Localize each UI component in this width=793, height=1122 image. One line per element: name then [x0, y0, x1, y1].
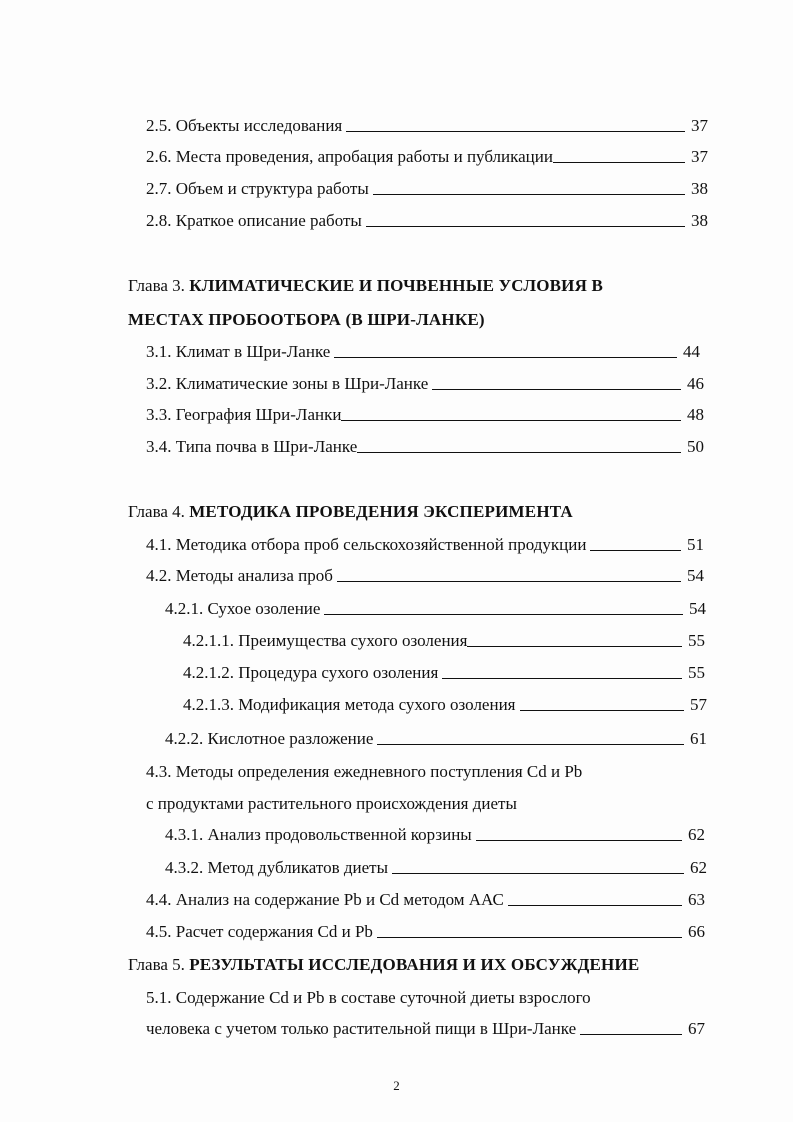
- leader-line: [334, 357, 677, 358]
- toc-page: 51: [687, 535, 704, 554]
- leader-line: [324, 614, 683, 615]
- toc-entry-5-1[interactable]: [146, 988, 591, 1008]
- chapter-prefix: Глава 3.: [128, 276, 185, 295]
- toc-entry-4-3-1[interactable]: [165, 825, 705, 845]
- toc-title: человека с учетом только растительной пищи в Шри-Ланке: [146, 1019, 577, 1038]
- toc-page: 37: [691, 147, 708, 166]
- toc-page: 48: [687, 405, 704, 424]
- leader-line: [590, 550, 681, 551]
- chapter-4-heading[interactable]: [128, 502, 573, 522]
- toc-entry-3-1[interactable]: [146, 342, 700, 362]
- toc-page: 55: [688, 663, 705, 682]
- toc-page: 54: [687, 566, 704, 585]
- toc-entry-4-3-2[interactable]: [165, 858, 707, 878]
- toc-entry-3-3[interactable]: [146, 405, 704, 425]
- toc-entry-2-8[interactable]: [146, 211, 708, 231]
- toc-page: 66: [688, 922, 705, 941]
- toc-title: 4.5. Расчет содержания Cd и Pb: [146, 922, 373, 941]
- toc-title: 4.2.2. Кислотное разложение: [165, 729, 374, 748]
- leader-line: [476, 840, 682, 841]
- leader-line: [508, 905, 682, 906]
- toc-entry-3-4[interactable]: [146, 437, 704, 457]
- toc-entry-4-2-1[interactable]: [165, 599, 706, 619]
- leader-line: [346, 131, 685, 132]
- toc-entry-2-5[interactable]: [146, 116, 708, 136]
- toc-entry-4-3-cont[interactable]: [146, 794, 517, 814]
- toc-title: 2.5. Объекты исследования: [146, 116, 343, 135]
- leader-line: [337, 581, 681, 582]
- toc-page: 44: [683, 342, 700, 361]
- chapter-title: КЛИМАТИЧЕСКИЕ И ПОЧВЕННЫЕ УСЛОВИЯ В: [189, 276, 604, 295]
- toc-page: 38: [691, 179, 708, 198]
- toc-title: 4.2. Методы анализа проб: [146, 566, 333, 585]
- leader-line: [377, 744, 684, 745]
- leader-line: [392, 873, 684, 874]
- chapter-title: МЕТОДИКА ПРОВЕДЕНИЯ ЭКСПЕРИМЕНТА: [189, 502, 573, 521]
- chapter-prefix: Глава 5.: [128, 955, 185, 974]
- toc-page: 54: [689, 599, 706, 618]
- leader-line: [580, 1034, 682, 1035]
- leader-line: [357, 452, 681, 453]
- leader-line: [366, 226, 685, 227]
- toc-entry-3-2[interactable]: [146, 374, 704, 394]
- leader-line: [373, 194, 685, 195]
- toc-title: 4.3.1. Анализ продовольственной корзины: [165, 825, 472, 844]
- toc-title: 4.2.1.3. Модификация метода сухого озоления: [183, 695, 516, 714]
- toc-title: 5.1. Содержание Cd и Pb в составе суточной диеты взрослого: [146, 988, 591, 1007]
- toc-title: 4.3.2. Метод дубликатов диеты: [165, 858, 389, 877]
- toc-page: 46: [687, 374, 704, 393]
- toc-title: 3.1. Климат в Шри-Ланке: [146, 342, 331, 361]
- toc-entry-4-5[interactable]: [146, 922, 705, 942]
- toc-title: 2.7. Объем и структура работы: [146, 179, 369, 198]
- toc-title: 2.8. Краткое описание работы: [146, 211, 362, 230]
- toc-title: 3.3. География Шри-Ланки: [146, 405, 342, 424]
- toc-entry-4-1[interactable]: [146, 535, 704, 555]
- toc-page: 50: [687, 437, 704, 456]
- toc-page: 37: [691, 116, 708, 135]
- toc-title: с продуктами растительного происхождения диеты: [146, 794, 517, 813]
- chapter-5-heading[interactable]: [128, 955, 639, 975]
- chapter-title: МЕСТАХ ПРОБООТБОРА (В ШРИ-ЛАНКЕ): [128, 310, 485, 329]
- toc-title: 4.2.1. Сухое озоление: [165, 599, 321, 618]
- chapter-prefix: Глава 4.: [128, 502, 185, 521]
- toc-page: 62: [690, 858, 707, 877]
- toc-entry-4-2[interactable]: [146, 566, 704, 586]
- leader-line: [341, 420, 681, 421]
- toc-entry-4-2-1-2[interactable]: [183, 663, 705, 683]
- leader-line: [467, 646, 682, 647]
- toc-title: 4.3. Методы определения ежедневного поступления Cd и Pb: [146, 762, 583, 781]
- toc-entry-2-7[interactable]: [146, 179, 708, 199]
- toc-page: 63: [688, 890, 705, 909]
- toc-entry-4-2-2[interactable]: [165, 729, 707, 749]
- toc-entry-4-2-1-1[interactable]: [183, 631, 705, 651]
- chapter-title: РЕЗУЛЬТАТЫ ИССЛЕДОВАНИЯ И ИХ ОБСУЖДЕНИЕ: [189, 955, 640, 974]
- toc-entry-4-2-1-3[interactable]: [183, 695, 707, 715]
- toc-title: 4.2.1.1. Преимущества сухого озоления: [183, 631, 468, 650]
- toc-page: 67: [688, 1019, 705, 1038]
- leader-line: [377, 937, 682, 938]
- toc-title: 3.2. Климатические зоны в Шри-Ланке: [146, 374, 429, 393]
- toc-entry-4-4[interactable]: [146, 890, 705, 910]
- toc-title: 3.4. Типа почва в Шри-Ланке: [146, 437, 358, 456]
- toc-page: 62: [688, 825, 705, 844]
- leader-line: [442, 678, 682, 679]
- toc-title: 2.6. Места проведения, апробация работы и публикации: [146, 147, 553, 166]
- toc-page: 55: [688, 631, 705, 650]
- chapter-3-heading-cont[interactable]: [128, 310, 485, 330]
- toc-page: 61: [690, 729, 707, 748]
- leader-line: [520, 710, 685, 711]
- toc-title: 4.2.1.2. Процедура сухого озоления: [183, 663, 439, 682]
- toc-entry-4-3[interactable]: [146, 762, 582, 782]
- chapter-3-heading[interactable]: [128, 276, 603, 296]
- toc-page: 38: [691, 211, 708, 230]
- toc-title: 4.1. Методика отбора проб сельскохозяйственной продукции: [146, 535, 587, 554]
- leader-line: [432, 389, 681, 390]
- toc-entry-2-6[interactable]: [146, 147, 708, 167]
- toc-page: 57: [690, 695, 707, 714]
- toc-entry-5-1-cont[interactable]: [146, 1019, 705, 1039]
- toc-title: 4.4. Анализ на содержание Pb и Cd методом ААС: [146, 890, 504, 909]
- leader-line: [553, 162, 685, 163]
- page-number: 2: [393, 1078, 400, 1093]
